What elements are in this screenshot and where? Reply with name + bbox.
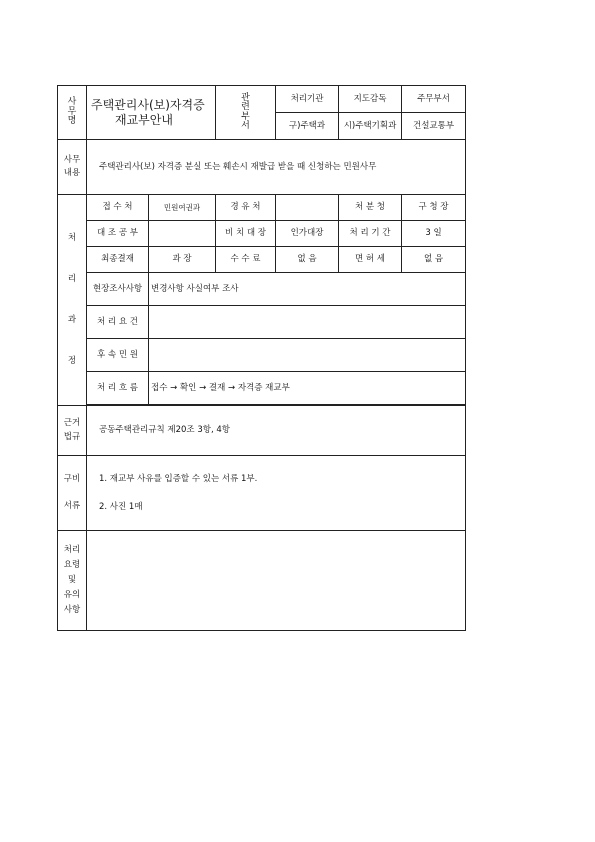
cell-approval-value: 과 장 [149,247,216,273]
process-requirements-row [58,306,466,339]
cell-approval-label: 최종결재 [87,247,149,273]
notes-label: 처리 요령 및 유의 사항 [58,531,87,631]
process-survey-row [58,273,466,306]
survey-value: 변경사항 사실여부 조사 [149,273,466,306]
documents-label: 구비 서류 [58,456,87,531]
cell-license-tax-value: 없 음 [402,247,466,273]
title-line2: 재교부안내 [115,112,173,127]
name-label-cell [58,86,87,140]
cell-license-tax-label: 면 허 세 [339,247,402,273]
cell-register-value: 인가대장 [276,221,339,247]
process-side-label [58,195,87,406]
title-cell [87,86,216,140]
flow-value: 접수 → 확인 → 결재 → 자격증 재교부 [149,372,466,405]
name-label: 사 무 명 [67,97,77,127]
documents-row [58,456,466,531]
cell-period-value: 3 일 [402,221,466,247]
requirements-label: 처 리 요 건 [87,306,149,339]
flow-label: 처 리 흐 름 [87,372,149,405]
cell-register-label: 비 치 대 장 [216,221,276,247]
dept-label-cell [216,86,276,140]
notes-content [87,531,466,631]
documents-item-1: 1. 재교부 사유를 입증할 수 있는 서류 1부. [99,473,258,484]
process-row-2 [58,221,466,247]
cell-fee-value: 없 음 [276,247,339,273]
header-row-1 [58,86,466,113]
followup-value [149,339,466,372]
affairs-row [58,140,466,195]
col-value-supervision: 시)주택기획과 [339,113,402,140]
dept-label: 관련부서 [241,92,250,131]
cell-period-label: 처 리 기 간 [339,221,402,247]
form-table [57,85,466,631]
process-followup-row [58,339,466,372]
cell-reception-label: 접 수 처 [87,195,149,221]
col-header-agency: 처리기관 [276,86,339,113]
affairs-label: 사무 내용 [58,140,87,195]
process-char-4: 정 [67,356,77,367]
col-value-main-dept: 건설교통부 [402,113,466,140]
cell-reception-value: 민원여권과 [149,195,216,221]
affairs-content: 주택관리사(보) 자격증 분실 또는 훼손시 재발급 받을 때 신청하는 민원사무 [87,140,466,195]
basis-row [58,406,466,456]
cell-fee-label: 수 수 료 [216,247,276,273]
cell-via-value [276,195,339,221]
cell-disposer-label: 처 분 청 [339,195,402,221]
survey-label: 현장조사사항 [87,273,149,306]
process-row-3 [58,247,466,273]
notes-row [58,531,466,631]
process-char-1: 처 [67,232,77,243]
basis-content: 공동주택관리규칙 제20조 3항, 4항 [87,406,466,456]
requirements-value [149,306,466,339]
civil-affairs-form [57,85,465,631]
cell-disposer-value: 구 청 장 [402,195,466,221]
cell-ledger-label: 대 조 공 부 [87,221,149,247]
col-header-main-dept: 주무부서 [402,86,466,113]
process-char-2: 리 [67,273,77,284]
process-flow-row [58,372,466,405]
followup-label: 후 속 민 원 [87,339,149,372]
documents-item-2: 2. 사진 1매 [99,501,143,512]
col-header-supervision: 지도감독 [339,86,402,113]
cell-via-label: 경 유 처 [216,195,276,221]
col-value-agency: 구)주택과 [276,113,339,140]
process-char-3: 과 [67,315,77,325]
basis-label: 근거 법규 [58,406,87,456]
process-row-1 [58,195,466,221]
title-line1: 주택관리사(보)자격증 [91,97,205,112]
documents-content [87,456,466,531]
cell-ledger-value [149,221,216,247]
